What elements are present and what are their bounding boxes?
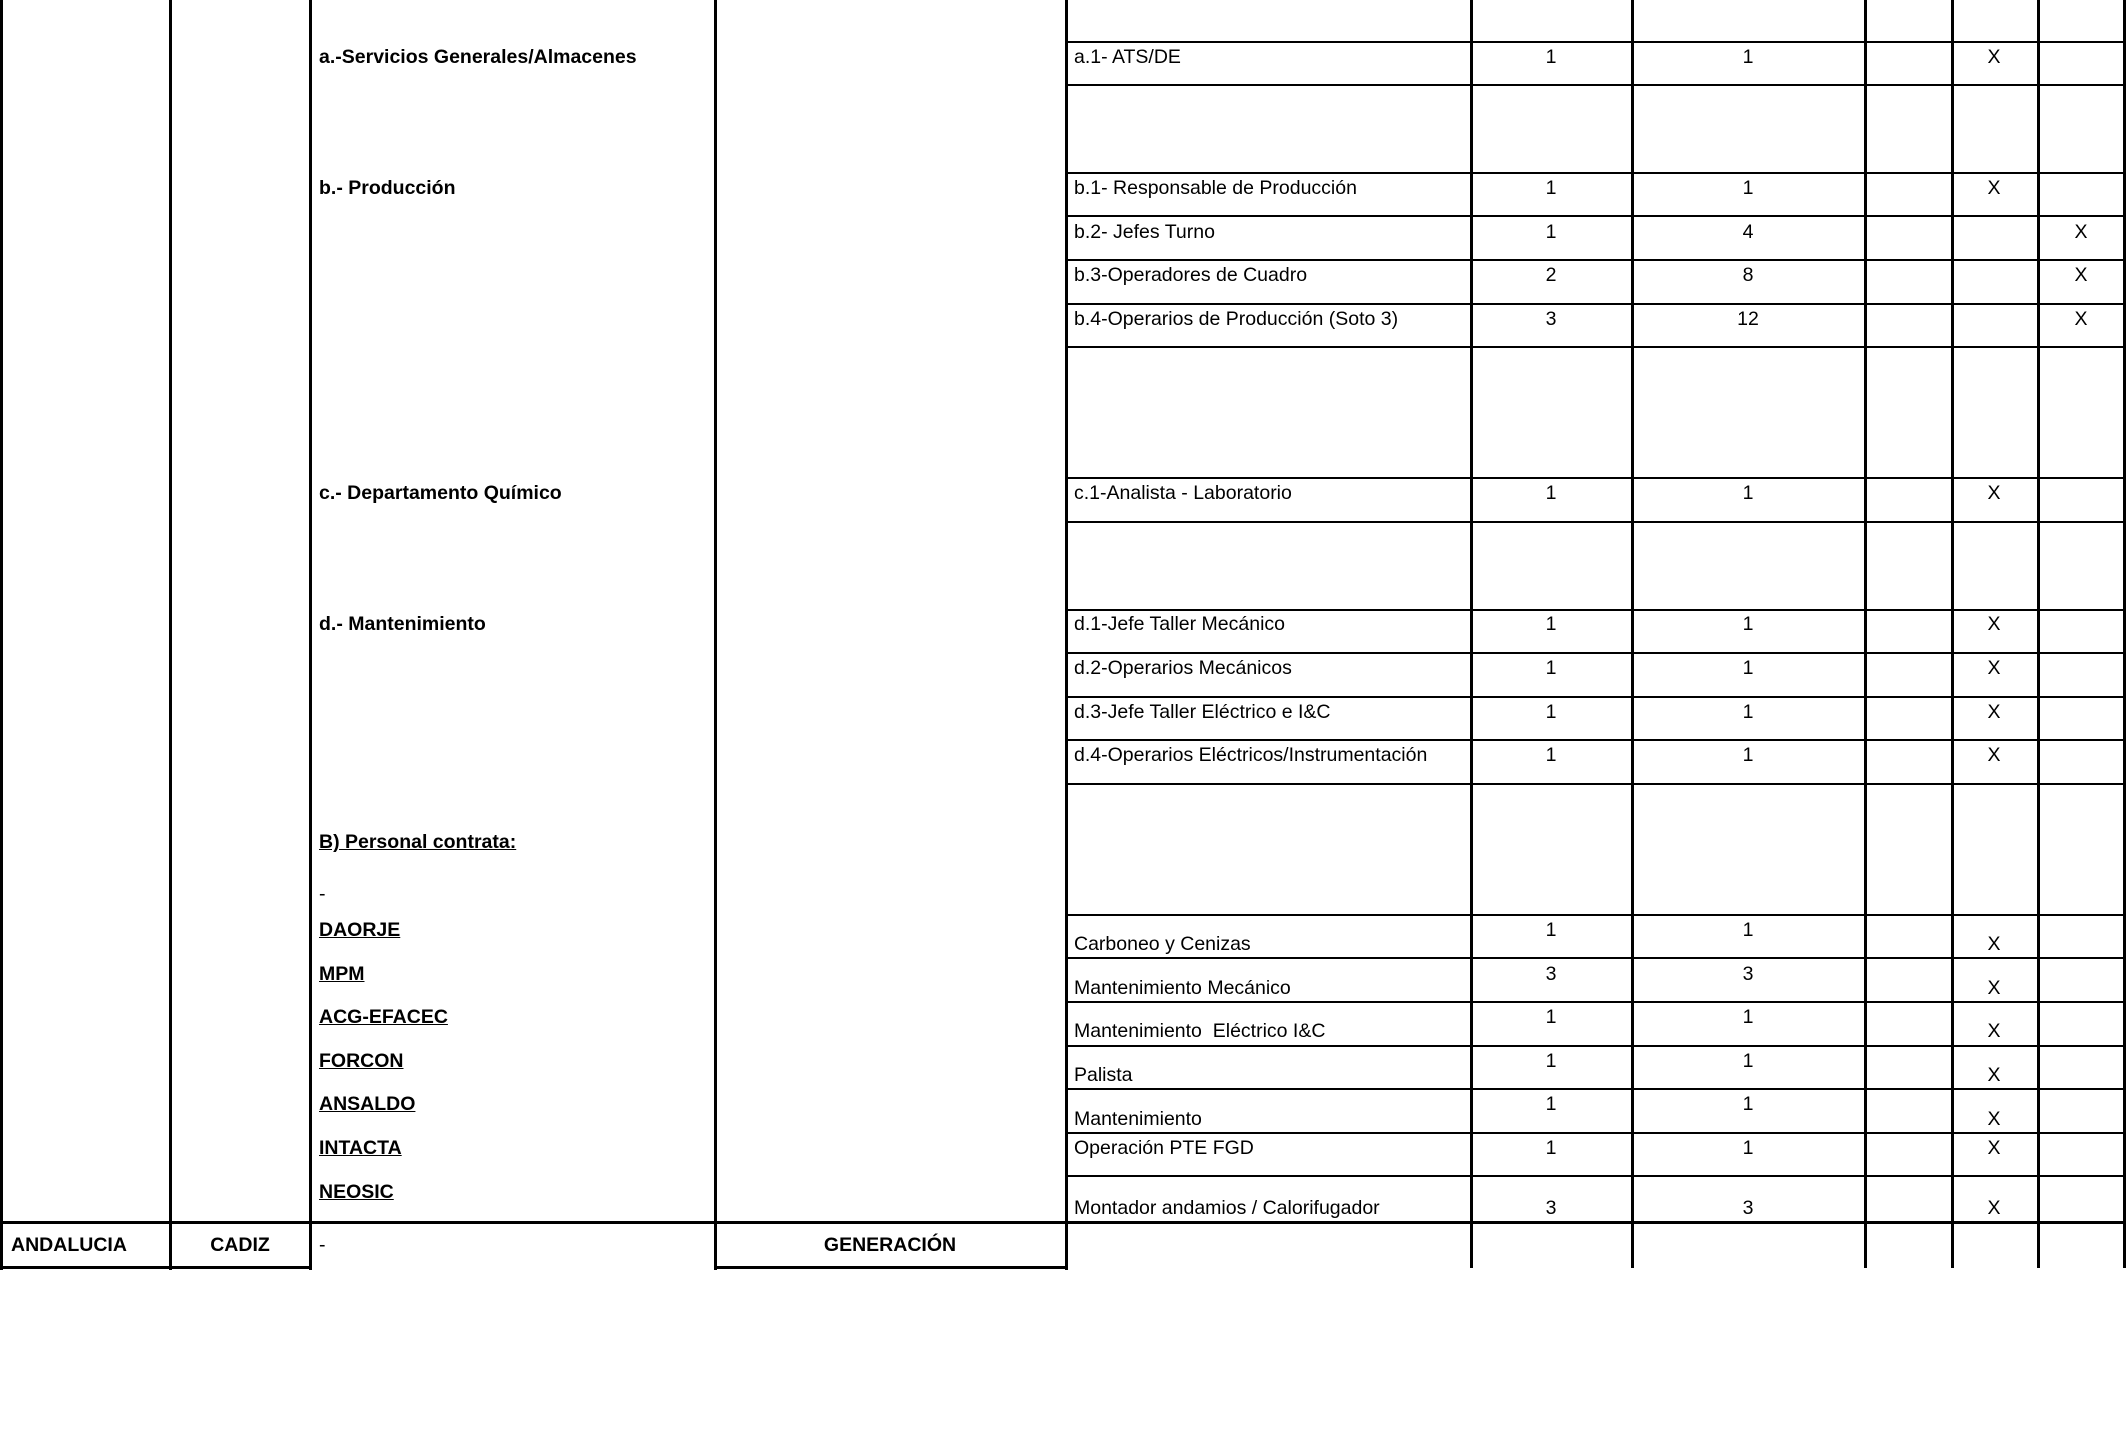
- grid-line-h-thick: [0, 1221, 2126, 1224]
- mark-cell-1: X: [1987, 46, 2001, 68]
- grid-line-v: [1631, 0, 1634, 1268]
- count-cell-2: 1: [1742, 919, 1754, 941]
- mark-cell-1: X: [1987, 744, 2001, 766]
- count-cell-1: 1: [1545, 657, 1557, 679]
- grid-line-h: [1065, 41, 2126, 43]
- count-cell-1: 1: [1545, 1006, 1557, 1028]
- position-label: Mantenimiento: [1074, 1108, 1202, 1130]
- section-b-heading: b.- Producción: [319, 177, 456, 199]
- grid-line-h: [1065, 303, 2126, 305]
- mark-cell-2: X: [2074, 264, 2088, 286]
- count-cell-1: 1: [1545, 1137, 1557, 1159]
- position-label: d.4-Operarios Eléctricos/Instrumentación: [1074, 744, 1428, 766]
- position-label: Operación PTE FGD: [1074, 1137, 1254, 1159]
- mark-cell-2: X: [2074, 221, 2088, 243]
- count-cell-2: 1: [1742, 177, 1754, 199]
- contractor-name: MPM: [319, 963, 365, 985]
- count-cell-2: 1: [1742, 613, 1754, 635]
- grid-line-v: [1065, 0, 1068, 1270]
- count-cell-1: 1: [1545, 744, 1557, 766]
- grid-line-h: [1065, 1132, 2126, 1134]
- count-cell-1: 1: [1545, 46, 1557, 68]
- mark-cell-1: X: [1987, 613, 2001, 635]
- count-cell-1: 1: [1545, 613, 1557, 635]
- contractor-name: ANSALDO: [319, 1093, 416, 1115]
- grid-line-v: [0, 0, 3, 1270]
- count-cell-2: 1: [1742, 482, 1754, 504]
- mark-cell-1: X: [1987, 482, 2001, 504]
- grid-line-h: [1065, 477, 2126, 479]
- grid-line-v: [169, 0, 172, 1270]
- grid-line-v: [309, 0, 312, 1270]
- count-cell-1: 1: [1545, 221, 1557, 243]
- contrata-dash: -: [319, 883, 326, 905]
- grid-line-h: [1065, 739, 2126, 741]
- position-label: c.1-Analista - Laboratorio: [1074, 482, 1292, 504]
- count-cell-1: 1: [1545, 1093, 1557, 1115]
- position-label: Mantenimiento Mecánico: [1074, 977, 1291, 999]
- grid-line-h: [1065, 1175, 2126, 1177]
- count-cell-2: 1: [1742, 701, 1754, 723]
- count-cell-2: 3: [1742, 1197, 1754, 1219]
- count-cell-1: 1: [1545, 1050, 1557, 1072]
- grid-line-v: [1864, 0, 1867, 1268]
- contractor-name: NEOSIC: [319, 1181, 394, 1203]
- position-label: b.4-Operarios de Producción (Soto 3): [1074, 308, 1399, 330]
- mark-cell-1: X: [1987, 1137, 2001, 1159]
- position-label: a.1- ATS/DE: [1074, 46, 1181, 68]
- grid-line-h: [1065, 346, 2126, 348]
- position-label: b.3-Operadores de Cuadro: [1074, 264, 1308, 286]
- grid-line-v: [714, 0, 717, 1270]
- grid-line-h: [1065, 652, 2126, 654]
- province-cell: CADIZ: [210, 1234, 270, 1256]
- mark-cell-1: X: [1987, 1108, 2001, 1130]
- grid-line-h: [1065, 1001, 2126, 1003]
- count-cell-2: 1: [1742, 1093, 1754, 1115]
- grid-line-v: [2037, 0, 2040, 1268]
- contrata-heading: B) Personal contrata:: [319, 831, 517, 853]
- count-cell-2: 1: [1742, 1006, 1754, 1028]
- position-label: d.1-Jefe Taller Mecánico: [1074, 613, 1285, 635]
- grid-line-h: [1065, 696, 2126, 698]
- count-cell-2: 1: [1742, 744, 1754, 766]
- mark-cell-1: X: [1987, 1197, 2001, 1219]
- count-cell-2: 1: [1742, 1137, 1754, 1159]
- count-cell-2: 8: [1742, 264, 1754, 286]
- position-label: b.1- Responsable de Producción: [1074, 177, 1357, 199]
- grid-line-h: [1065, 783, 2126, 785]
- count-cell-1: 1: [1545, 919, 1557, 941]
- grid-line-h: [1065, 259, 2126, 261]
- grid-line-h: [1065, 172, 2126, 174]
- mark-cell-1: X: [1987, 1020, 2001, 1042]
- count-cell-1: 2: [1545, 264, 1557, 286]
- count-cell-2: 3: [1742, 963, 1754, 985]
- region-cell: ANDALUCIA: [11, 1234, 127, 1256]
- grid-line-h-thick: [0, 1266, 310, 1269]
- contractor-name: ACG-EFACEC: [319, 1006, 448, 1028]
- count-cell-1: 1: [1545, 701, 1557, 723]
- position-label: d.3-Jefe Taller Eléctrico e I&C: [1074, 701, 1331, 723]
- count-cell-2: 1: [1742, 46, 1754, 68]
- count-cell-1: 1: [1545, 177, 1557, 199]
- count-cell-2: 1: [1742, 657, 1754, 679]
- mark-cell-1: X: [1987, 657, 2001, 679]
- grid-line-h: [1065, 914, 2126, 916]
- mark-cell-1: X: [1987, 933, 2001, 955]
- grid-line-h: [1065, 521, 2126, 523]
- contractor-name: FORCON: [319, 1050, 404, 1072]
- section-d-heading: d.- Mantenimiento: [319, 613, 486, 635]
- contractor-name: INTACTA: [319, 1137, 402, 1159]
- position-label: Carboneo y Cenizas: [1074, 933, 1251, 955]
- grid-line-h: [1065, 1088, 2126, 1090]
- position-label: Palista: [1074, 1064, 1133, 1086]
- grid-line-h-thick: [714, 1266, 1067, 1269]
- grid-line-h: [1065, 957, 2126, 959]
- grid-line-v: [1951, 0, 1954, 1268]
- grid-line-h: [1065, 1045, 2126, 1047]
- grid-line-v: [1470, 0, 1473, 1268]
- mark-cell-1: X: [1987, 177, 2001, 199]
- position-label: Mantenimiento Eléctrico I&C: [1074, 1020, 1326, 1042]
- count-cell-1: 3: [1545, 1197, 1557, 1219]
- count-cell-1: 3: [1545, 963, 1557, 985]
- mark-cell-1: X: [1987, 701, 2001, 723]
- contractor-name: DAORJE: [319, 919, 401, 941]
- footer-dash: -: [319, 1234, 326, 1256]
- position-label: d.2-Operarios Mecánicos: [1074, 657, 1292, 679]
- mark-cell-1: X: [1987, 977, 2001, 999]
- position-label: b.2- Jefes Turno: [1074, 221, 1215, 243]
- mark-cell-1: X: [1987, 1064, 2001, 1086]
- grid-line-h: [1065, 84, 2126, 86]
- section-a-heading: a.-Servicios Generales/Almacenes: [319, 46, 637, 68]
- count-cell-1: 1: [1545, 482, 1557, 504]
- grid-line-h: [1065, 215, 2126, 217]
- section-c-heading: c.- Departamento Químico: [319, 482, 562, 504]
- count-cell-2: 1: [1742, 1050, 1754, 1072]
- grid-line-h: [1065, 609, 2126, 611]
- position-label: Montador andamios / Calorifugador: [1074, 1197, 1380, 1219]
- activity-cell: GENERACIÓN: [823, 1234, 957, 1256]
- count-cell-2: 12: [1737, 308, 1759, 330]
- count-cell-1: 3: [1545, 308, 1557, 330]
- mark-cell-2: X: [2074, 308, 2088, 330]
- count-cell-2: 4: [1742, 221, 1754, 243]
